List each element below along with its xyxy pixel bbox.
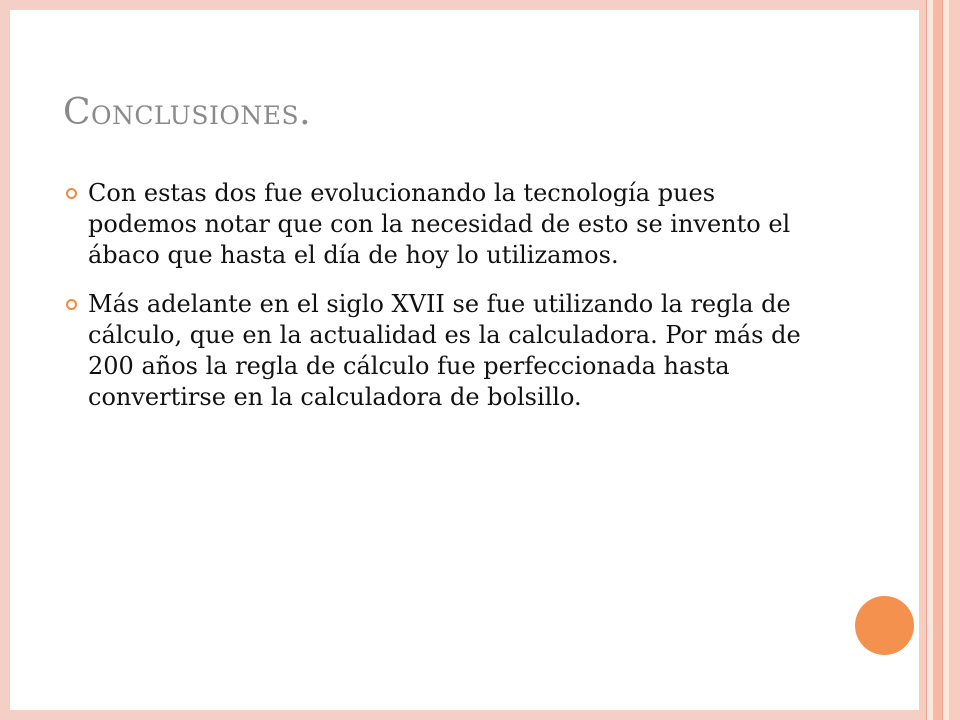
bullet-item — [60, 178, 820, 271]
right-stripe-line — [926, 0, 927, 720]
bullet-text: Con estas dos fue evolucionando la tecnología pues podemos notar que con la necesidad de esto se invento el ábaco que hasta el día de hoy lo utilizamos. — [88, 179, 791, 269]
orange-circle-decoration — [855, 596, 914, 655]
frame-left-border — [0, 0, 10, 720]
bullet-circle-icon — [66, 299, 77, 310]
frame-bottom-border — [0, 710, 922, 720]
frame-top-border — [0, 0, 922, 10]
right-stripe — [949, 0, 960, 720]
bullet-text: Más adelante en el siglo XVII se fue utilizando la regla de cálculo, que en la actualidad es la calculadora. Por más de 200 años la regla de cálculo fue perfeccionada hasta convertirse en la calculadora de bolsillo. — [88, 290, 801, 411]
slide-title: Conclusiones. — [63, 92, 312, 133]
bullet-item — [60, 289, 820, 413]
bullet-list — [60, 178, 820, 431]
bullet-circle-icon — [66, 188, 77, 199]
right-stripe-line — [942, 0, 943, 720]
